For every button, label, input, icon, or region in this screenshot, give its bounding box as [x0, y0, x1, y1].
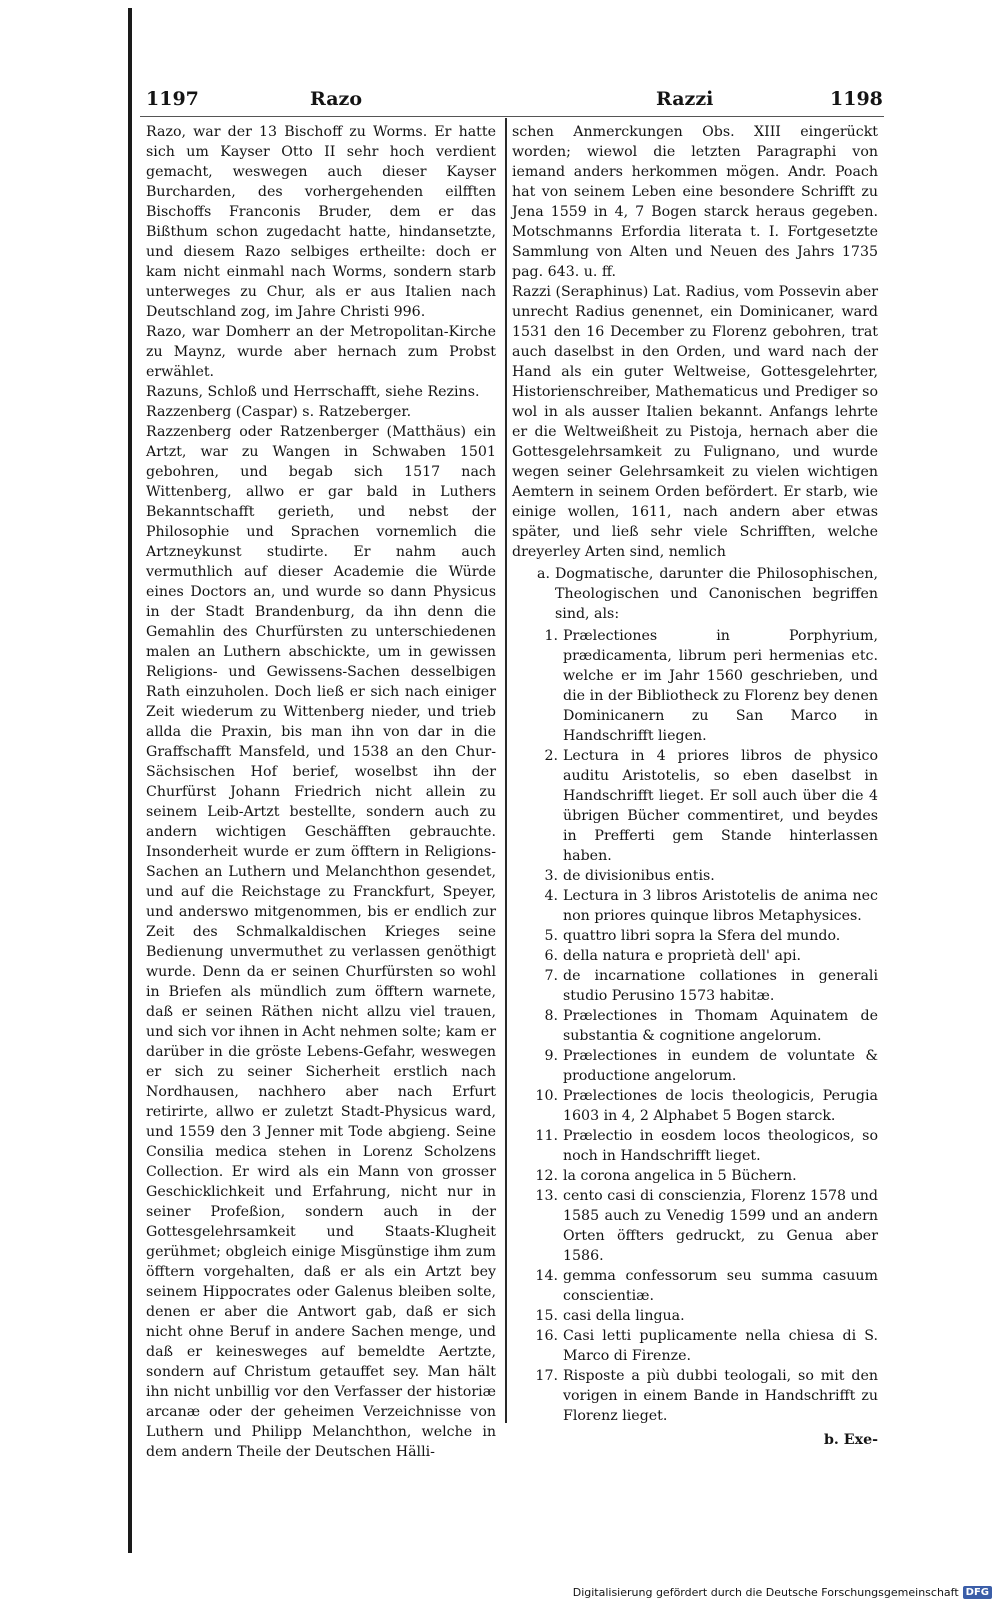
- item-text: Casi letti puplicamente nella chiesa di S. Marco di Firenze.: [563, 1328, 878, 1364]
- page-edge-rule: [128, 8, 132, 1553]
- item-text: della natura e proprietà dell' api.: [563, 948, 802, 964]
- item-text: Prælectiones de locis theologicis, Perugia 1603 in 4, 2 Alphabet 5 Bogen starck.: [563, 1088, 878, 1124]
- item-number: 10.: [535, 1088, 558, 1104]
- item-number: 17.: [535, 1368, 558, 1384]
- item-text: Risposte a più dubbi teologali, so mit den vorigen in einem Bande in Handschrifft zu Florenz lieget.: [563, 1368, 878, 1424]
- item-number: 13.: [535, 1188, 558, 1204]
- item-text: la corona angelica in 5 Büchern.: [563, 1168, 797, 1184]
- list-item: [528, 746, 878, 866]
- header-rule: [140, 116, 884, 117]
- item-text: Lectura in 4 priores libros de physico auditu Aristotelis, so eben daselbst in Handschrifft lieget. Er soll auch über die 4 übrigen Bücher commentiret, und beydes in Prefferti gem Stande hinterlassen haben.: [563, 748, 878, 864]
- item-number: 5.: [544, 928, 558, 944]
- list-item: [528, 1326, 878, 1366]
- item-text: Prælectiones in eundem de voluntate & productione angelorum.: [563, 1048, 878, 1084]
- right-column: [512, 122, 878, 1450]
- item-text: Prælectio in eosdem locos theologicos, so noch in Handschrifft lieget.: [563, 1128, 878, 1164]
- continuation-text: schen Anmerckungen Obs. XIII eingerückt worden; wiewol die letzten Paragraphi von iemand anders herkommen mögen. Andr. Poach hat von seinem Leben eine besondere Schrifft zu Jena 1559 in 4, 7 Bogen starck heraus gegeben. Motschmanns Erfordia literata t. I. Fortgesetzte Sammlung von Alten und Neuen des Jahrs 1735 pag. 643. u. ff.: [512, 124, 878, 280]
- list-item: [528, 1366, 878, 1426]
- entry-razo-maynz: Razo, war Domherr an der Metropolitan-Kirche zu Maynz, wurde aber hernach zum Probst erwählet.: [146, 324, 496, 380]
- item-number: 9.: [544, 1048, 558, 1064]
- item-number: 4.: [544, 888, 558, 904]
- right-keyword: Razzi: [656, 88, 714, 110]
- section-a: [520, 564, 878, 624]
- digitization-footer: [573, 1586, 992, 1599]
- item-number: 7.: [544, 968, 558, 984]
- list-item: [528, 1086, 878, 1126]
- dfg-logo: DFG: [963, 1586, 992, 1599]
- item-number: 11.: [535, 1128, 558, 1144]
- item-text: quattro libri sopra la Sfera del mundo.: [563, 928, 841, 944]
- footer-credit: Digitalisierung gefördert durch die Deutsche Forschungsgemeinschaft: [572, 1586, 959, 1599]
- list-item: [528, 1006, 878, 1046]
- item-number: 2.: [544, 748, 558, 764]
- list-item: [528, 626, 878, 746]
- catchword: b. Exe-: [824, 1432, 878, 1448]
- item-number: 8.: [544, 1008, 558, 1024]
- item-text: Prælectiones in Porphyrium, prædicamenta, librum peri hermenias etc. welche er im Jahr 1560 geschrieben, und die in der Bibliotheck zu Florenz bey denen Dominicanern zu San Marco in Handschrifft liegen.: [563, 628, 878, 744]
- entry-razo-worms: Razo, war der 13 Bischoff zu Worms. Er hatte sich um Kayser Otto II sehr hoch verdient gemacht, weswegen auch dieser Kayser Burcharden, des vorhergehenden eilfften Bischoffs Franconis Bruder, dem er das Bißthum schon zugedacht hatte, hindansetzte, und diesem Razo selbiges ertheilte: doch er kam nicht einmahl nach Worms, sondern starb unterweges zu Chur, als er aus Italien nach Deutschland zog, im Jahre Christi 996.: [146, 124, 496, 320]
- list-item: [528, 1306, 878, 1326]
- item-text: Lectura in 3 libros Aristotelis de anima nec non priores quinque libros Metaphysices.: [563, 888, 878, 924]
- list-item: [528, 966, 878, 1006]
- item-text: gemma confessorum seu summa casuum conscientiæ.: [563, 1268, 878, 1304]
- section-heading: [520, 564, 878, 624]
- list-item: [528, 926, 878, 946]
- item-number: 14.: [535, 1268, 558, 1284]
- list-item: [528, 946, 878, 966]
- list-item: [528, 1046, 878, 1086]
- item-number: 16.: [535, 1328, 558, 1344]
- item-text: de incarnatione collationes in generali studio Perusino 1573 habitæ.: [563, 968, 878, 1004]
- left-column: [146, 122, 496, 1462]
- right-page-number: 1198: [830, 88, 883, 110]
- item-number: 3.: [544, 868, 558, 884]
- list-item: [528, 1166, 878, 1186]
- item-number: 6.: [544, 948, 558, 964]
- item-text: de divisionibus entis.: [563, 868, 715, 884]
- left-keyword: Razo: [310, 88, 362, 110]
- works-list: [528, 626, 878, 1426]
- list-item: [528, 886, 878, 926]
- entry-razuns: Razuns, Schloß und Herrschafft, siehe Rezins.: [146, 384, 480, 400]
- left-page-number: 1197: [146, 88, 199, 110]
- item-number: 1.: [544, 628, 558, 644]
- list-item: [528, 1186, 878, 1266]
- list-item: [528, 1266, 878, 1306]
- column-divider: [505, 118, 507, 1423]
- list-item: [528, 1126, 878, 1166]
- entry-razzi: Razzi (Seraphinus) Lat. Radius, vom Possevin aber unrecht Radius genennet, ein Dominicaner, ward 1531 den 16 December zu Florenz gebohren, trat auch daselbst in den Orden, und ward nach der Hand als ein guter Weltweise, Gottesgelehrter, Historienschreiber, Mathematicus und Prediger so wol in als ausser Italien bekannt. Anfangs lehrte er die Weltweißheit zu Pistoja, hernach aber die Gottesgelehrsamkeit zu Fulignano, und wurde wegen seiner Gelehrsamkeit zu vielen wichtigen Aemtern in seinem Orden befördert. Er starb, wie einige wollen, 1611, nach andern aber etwas später, und ließ sehr viele Schrifften, welche dreyerley Arten sind, nemlich: [512, 284, 878, 560]
- section-label: a.: [537, 566, 550, 582]
- entry-razzenberg-matthaeus: Razzenberg oder Ratzenberger (Matthäus) ein Artzt, war zu Wangen in Schwaben 1501 gebohren, und begab sich 1517 nach Wittenberg, allwo er gar bald in Luthers Bekanntschafft gerieth, und nebst der Philosophie und Sprachen vornemlich die Artzneykunst studirte. Er nahm auch vermuthlich auf dieser Academie die Würde eines Doctors an, und wurde so dann Physicus in der Stadt Brandenburg, da ihn denn die Gemahlin des Churfürsten zu unterschiedenen malen an Luthern abschickte, um in gewissen Religions- und Gewissens-Sachen desselbigen Rath einzuholen. Doch ließ er sich nach einiger Zeit wiederum zu Wittenberg nieder, und trieb allda die Praxin, bis man ihn von dar in die Graffschafft Mansfeld, und 1538 an den Chur-Sächsischen Hof berief, woselbst ihn der Churfürst Johann Friedrich nicht allein zu seinem Leib-Artzt bestellte, sondern auch zu andern wichtigen Geschäfften gebrauchte. Insonderheit wurde er zum öfftern in Religions-Sachen an Luthern und Melanchthon gesendet, und auf die Reichstage zu Franckfurt, Speyer, und anderswo mitgenommen, bis er endlich zur Zeit des Schmalkaldischen Krieges seine Bedienung unvermuthet zu verlassen genöthigt wurde. Denn da er seinen Churfürsten so wohl in Briefen als mündlich zum öfftern warnete, daß er seinen Räthen nicht allzu viel trauen, und sich vor ihnen in Acht nehmen solte; kam er darüber in die gröste Lebens-Gefahr, weswegen er sich zu seiner Sicherheit erstlich nach Nordhausen, nachhero aber nach Erfurt retirirte, allwo er zuletzt Stadt-Physicus ward, und 1559 den 3 Jenner mit Tode abgieng. Seine Consilia medica stehen in Lorenz Scholzens Collection. Er wird als ein Mann von grosser Geschicklichkeit und Erfahrung, nicht nur in seiner Profeßion, sondern auch in der Gottesgelehrsamkeit und Staats-Klugheit gerühmet; obgleich einige Misgünstige ihm zum öfftern vorgehalten, daß er als ein Artzt bey seinem Hippocrates oder Galenus bleiben solte, denen er aber die Antwort gab, daß er sich nicht ohne Beruf in andere Sachen menge, und daß er keinesweges auf bemeldte Aertzte, sondern auf Christum getauffet sey. Man hält ihn nicht unbillig vor den Verfasser der historiæ arcanæ oder der geheimen Verzeichnisse von Luthern und Philipp Melanchthon, welche in dem andern Theile der Deutschen Hälli-: [146, 424, 496, 1460]
- section-text: Dogmatische, darunter die Philosophischen, Theologischen und Canonischen begriffen sind, als:: [555, 566, 878, 622]
- item-text: Prælectiones in Thomam Aquinatem de substantia & cognitione angelorum.: [563, 1008, 878, 1044]
- item-text: casi della lingua.: [563, 1308, 685, 1324]
- item-text: cento casi di conscienzia, Florenz 1578 und 1585 auch zu Venedig 1599 und an andern Orten öffters gedruckt, zu Genua aber 1586.: [563, 1188, 878, 1264]
- item-number: 12.: [535, 1168, 558, 1184]
- item-number: 15.: [535, 1308, 558, 1324]
- list-item: [528, 866, 878, 886]
- entry-razzenberg-caspar: Razzenberg (Caspar) s. Ratzeberger.: [146, 404, 412, 420]
